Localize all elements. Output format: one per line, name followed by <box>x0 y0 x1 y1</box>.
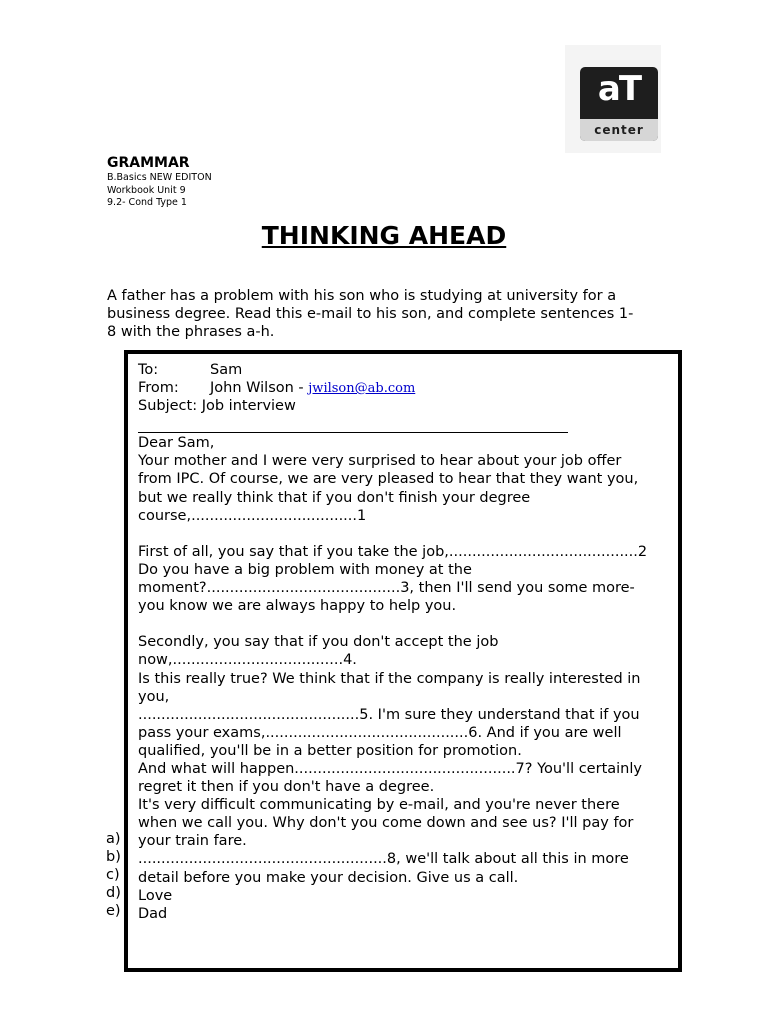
intro-paragraph <box>107 287 667 341</box>
email-line: First of all, you say that if you take the job,.........................................2 <box>138 543 648 560</box>
logo-band-text: center <box>580 119 658 141</box>
email-subject-row: Subject: Job interview <box>138 398 296 415</box>
email-line: Secondly, you say that if you don't accept the job <box>138 634 499 651</box>
email-line: course,....................................1 <box>138 507 367 524</box>
document-header <box>107 155 212 210</box>
email-line: ......................................................8, we'll talk about all this in more <box>138 851 629 868</box>
email-line: moment?..........................................3, then I'll send you some more- <box>138 580 635 597</box>
email-line: Do you have a big problem with money at the <box>138 561 472 578</box>
email-line: ................................................5. I'm sure they understand that if you <box>138 706 640 723</box>
email-line: qualified, you'll be in a better position for promotion. <box>138 742 522 759</box>
email-line: It's very difficult communicating by e-mail, and you're never there <box>138 797 620 814</box>
email-line: Love <box>138 887 173 904</box>
from-label: From: <box>138 380 179 397</box>
email-line: when we call you. Why don't you come down and see us? I'll pay for <box>138 815 634 832</box>
to-label: To: <box>138 362 159 378</box>
subject-heading: GRAMMAR <box>107 155 190 171</box>
email-line: your train fare. <box>138 833 247 850</box>
email-line: And what will happen................................................7? You'll certainly <box>138 760 642 777</box>
email-line: regret it then if you don't have a degree. <box>138 779 435 796</box>
email-line: now,.....................................4. <box>138 652 357 669</box>
email-address-link[interactable]: jwilson@ab.com <box>308 381 416 397</box>
option-letter: b) <box>106 849 121 866</box>
email-line: Dear Sam, <box>138 435 215 452</box>
email-line: Your mother and I were very surprised to hear about your job offer <box>138 453 622 470</box>
page-title: THINKING AHEAD <box>261 221 507 250</box>
option-letter: a) <box>106 831 121 847</box>
header-line: B.Basics NEW EDITON <box>107 172 212 183</box>
from-value: John Wilson - <box>210 380 309 397</box>
header-line: 9.2- Cond Type 1 <box>107 197 187 208</box>
email-from-row <box>138 379 678 397</box>
email-line: Is this really true? We think that if the company is really interested in <box>138 670 641 687</box>
logo <box>565 45 661 153</box>
email-line: detail before you make your decision. Give us a call. <box>138 869 519 886</box>
intro-line: business degree. Read this e-mail to his son, and complete sentences 1- <box>107 306 634 322</box>
option-letter: d) <box>106 885 121 902</box>
header-line: Workbook Unit 9 <box>107 184 186 196</box>
email-spacer <box>138 615 678 633</box>
email-line: you know we are always happy to help you. <box>138 598 457 615</box>
option-letters <box>106 830 121 920</box>
intro-line: 8 with the phrases a-h. <box>107 324 275 340</box>
email-line: from IPC. Of course, we are very pleased to hear that they want you, <box>138 471 639 488</box>
email-to-row <box>138 361 678 379</box>
email-line: but we really think that if you don't finish your degree <box>138 489 531 506</box>
email-body <box>138 361 678 923</box>
logo-badge <box>580 67 658 141</box>
email-line: Dad <box>138 905 168 922</box>
email-line: pass your exams,............................................6. And if you are well <box>138 724 622 741</box>
email-spacer <box>138 525 678 543</box>
to-value: Sam <box>210 362 243 378</box>
option-letter: e) <box>106 903 121 920</box>
intro-line: A father has a problem with his son who is studying at university for a <box>107 288 617 304</box>
option-letter: c) <box>106 867 120 884</box>
email-line: you, <box>138 688 170 705</box>
logo-mark: aT <box>597 69 641 109</box>
header-divider <box>138 415 568 433</box>
